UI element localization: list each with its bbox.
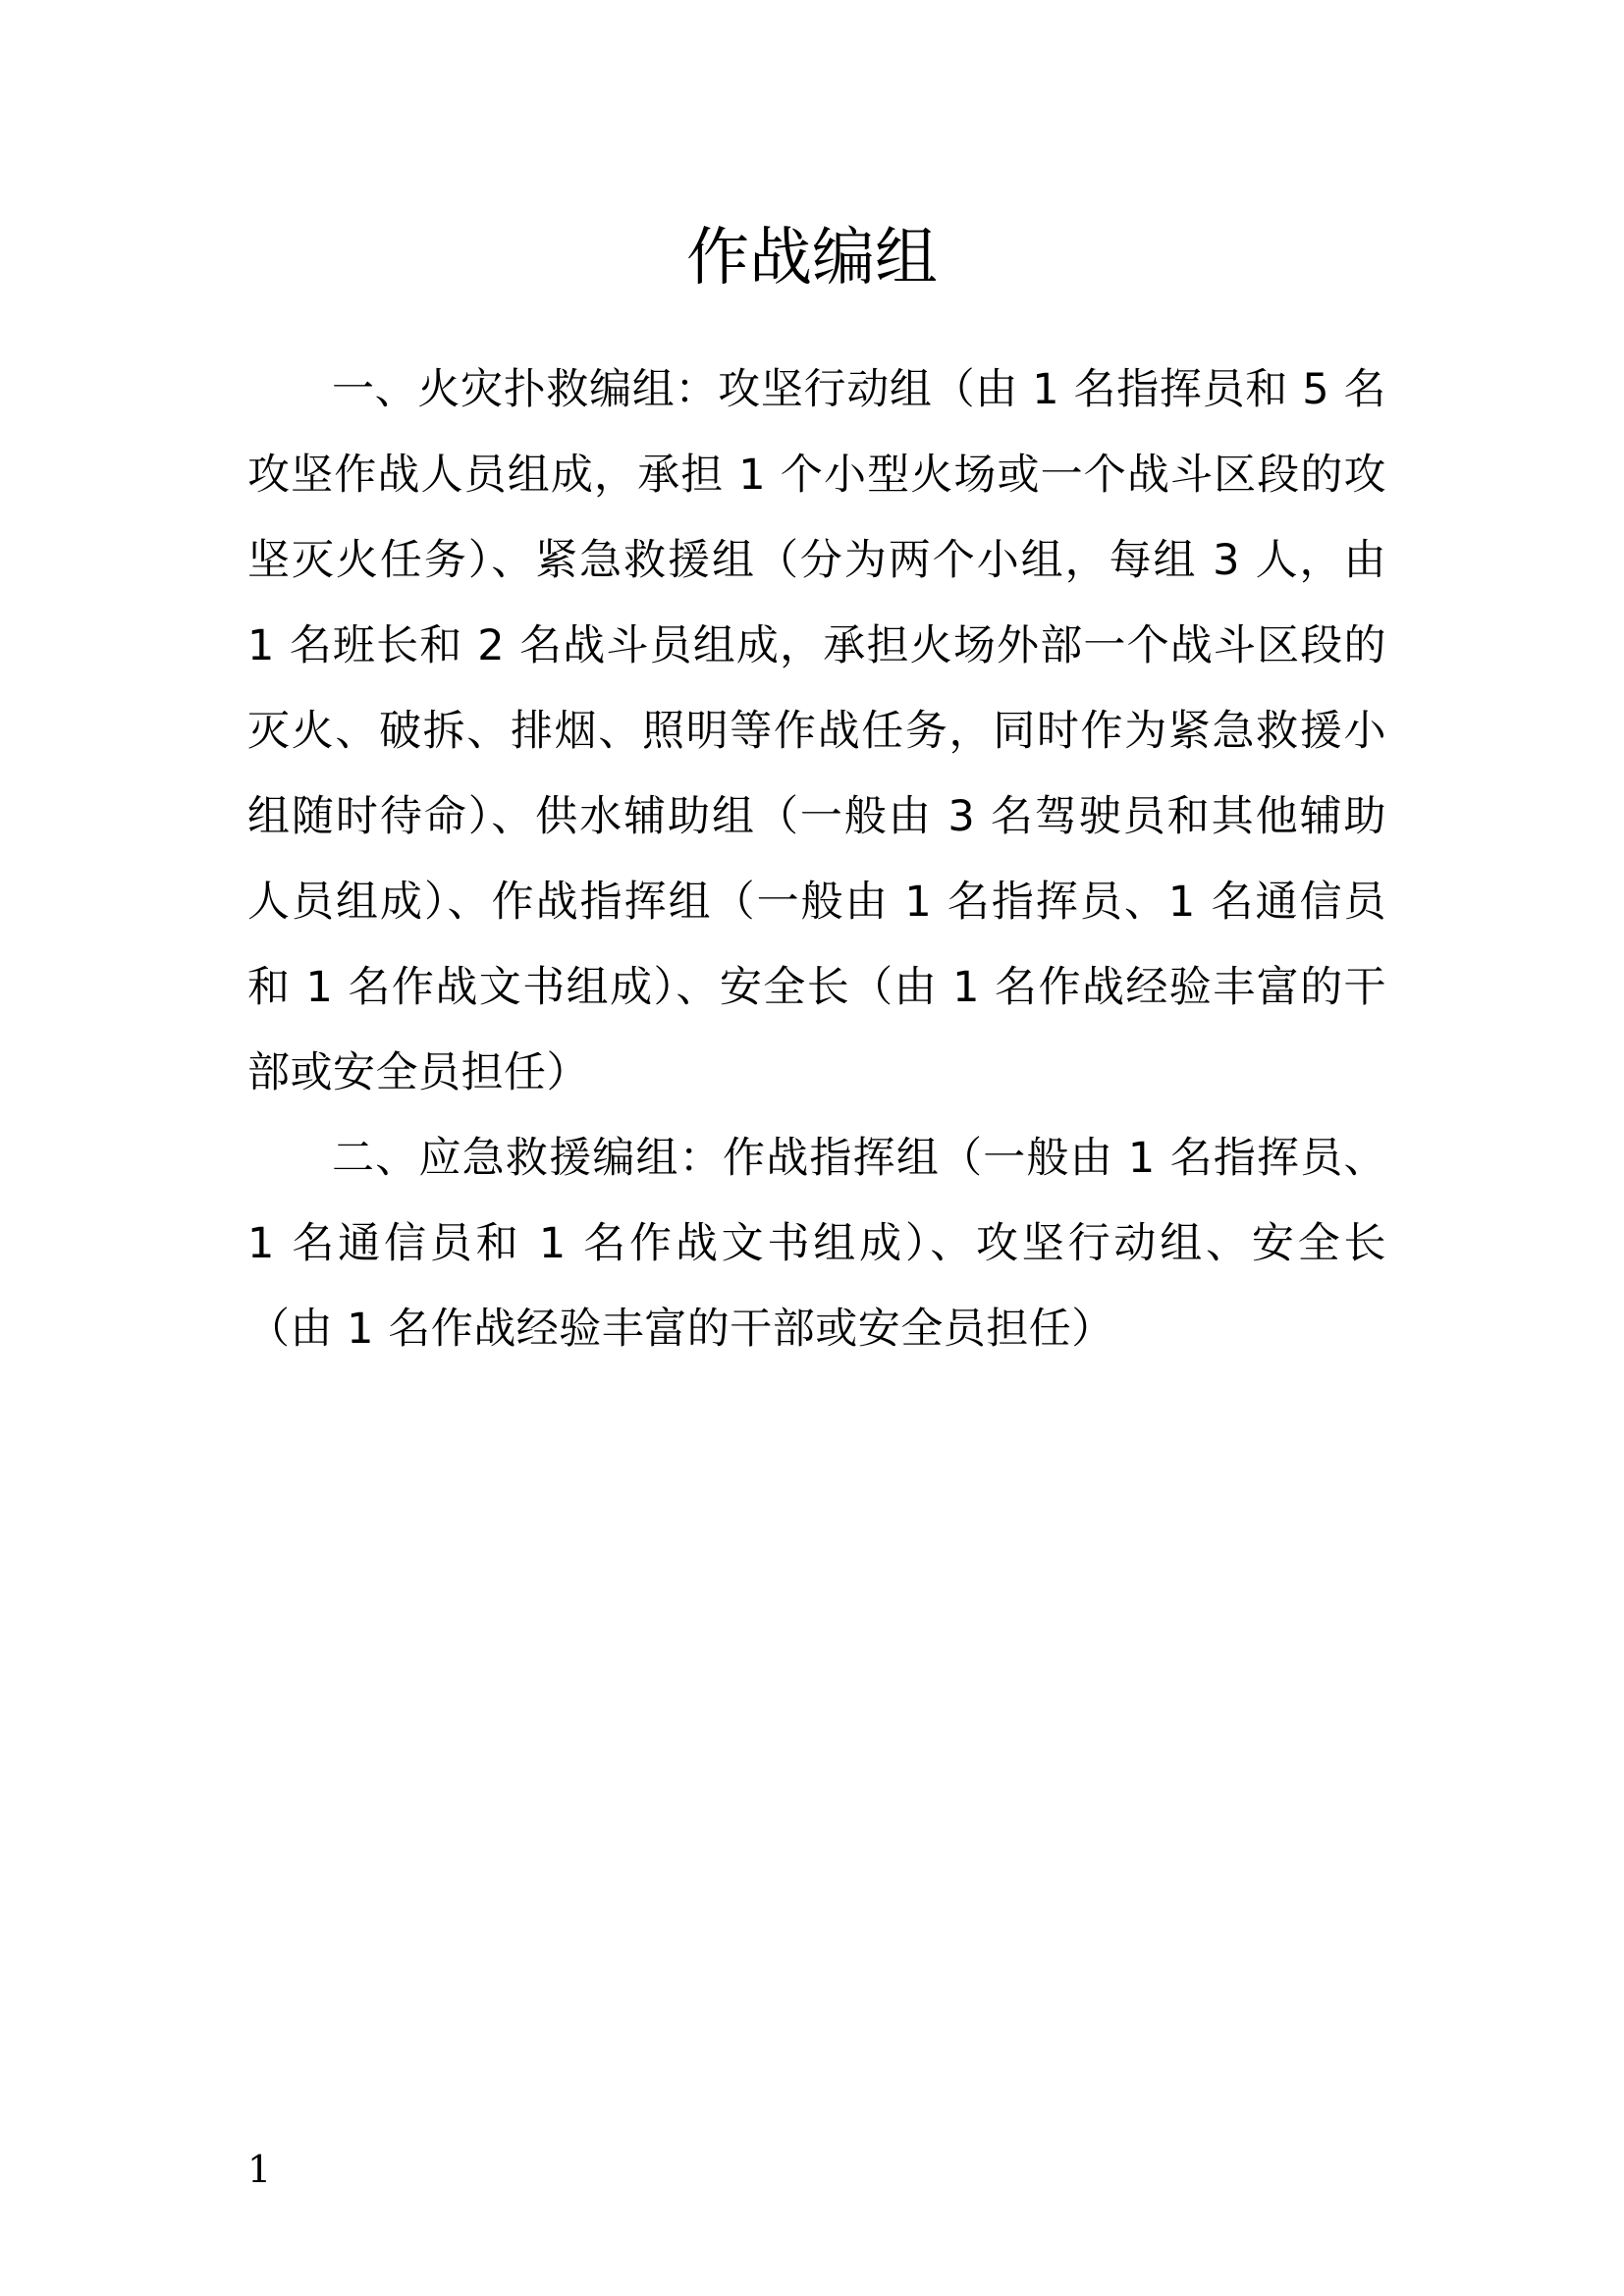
document-body: [247, 347, 1386, 1372]
page-number: 1: [247, 2148, 272, 2191]
document-title: 作战编组: [686, 222, 938, 294]
paragraph-fire-fighting-groups: 一、火灾扑救编组：攻坚行动组（由 1 名指挥员和 5 名攻坚作战人员组成，承担 1 个小型火场或一个战斗区段的攻坚灭火任务）、紧急救援组（分为两个小组，每组 3 人，由 1 名班长和 2 名战斗员组成，承担火场外部一个战斗区段的灭火、破拆、排烟、照明等作战任务，同时作为紧急救援小组随时待命）、供水辅助组（一般由 3 名驾驶员和其他辅助人员组成）、作战指挥组（一般由 1 名指挥员、1 名通信员和 1 名作战文书组成）、安全长（由 1 名作战经验丰富的干部或安全员担任）: [247, 365, 1386, 1097]
paragraph-emergency-rescue-groups: 二、应急救援编组：作战指挥组（一般由 1 名指挥员、1 名通信员和 1 名作战文书组成）、攻坚行动组、安全长（由 1 名作战经验丰富的干部或安全员担任）: [247, 1134, 1386, 1354]
